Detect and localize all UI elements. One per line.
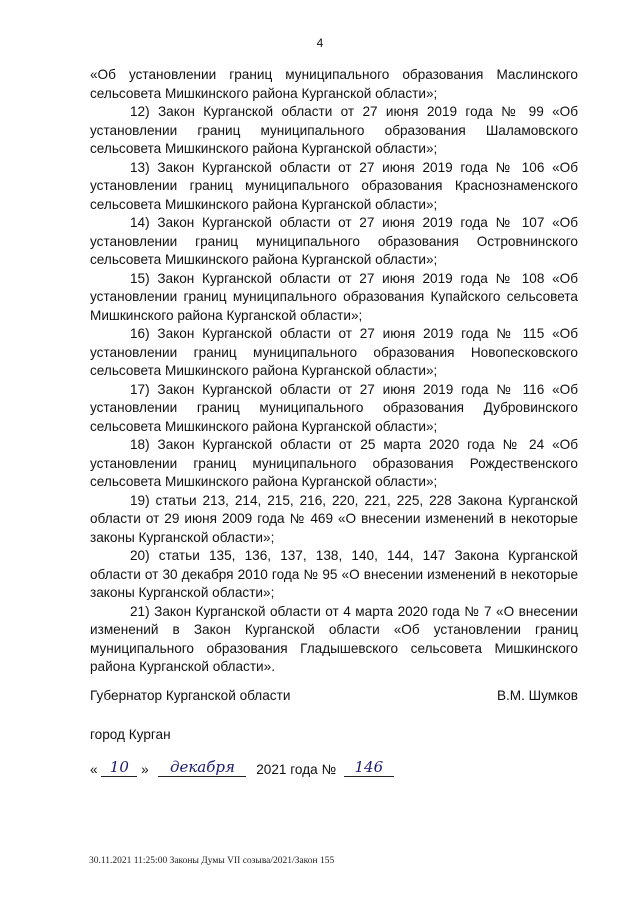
date-open-quote: «	[90, 762, 98, 777]
signature-block	[90, 688, 578, 708]
footer-filepath: 30.11.2021 11:25:00 Законы Думы VII созыва/2021/Закон 155	[89, 856, 335, 866]
document-body	[90, 66, 578, 677]
signatory-name: В.М. Шумков	[496, 688, 578, 703]
paragraph: 17) Закон Курганской области от 27 июня 2019 года № 116 «Об установлении границ муниципального образования Дубровинского сельсовета Мишкинского района Курганской области»;	[90, 381, 578, 434]
paragraph: 21) Закон Курганской области от 4 марта 2020 года № 7 «О внесении изменений в Закон Курганской области «Об установлении границ муниципального образования Гладышевского сельсовета Мишкинского района Курганской области».	[90, 603, 578, 674]
paragraph: 12) Закон Курганской области от 27 июня 2019 года № 99 «Об установлении границ муниципального образования Шаламовского сельсовета Мишкинского района Курганской области»;	[90, 104, 578, 156]
date-day-handwritten: 10	[101, 758, 137, 777]
date-close-quote: »	[141, 762, 149, 777]
paragraph: 15) Закон Курганской области от 27 июня 2019 года № 108 «Об установлении границ муниципального образования Купайского сельсовета Мишкинского района Курганской области»;	[90, 270, 578, 323]
date-month-handwritten: декабря	[158, 758, 246, 777]
page-number: 4	[316, 36, 324, 50]
paragraph: 16) Закон Курганской области от 27 июня 2019 года № 115 «Об установлении границ муниципального образования Новопесковского сельсовета Мишкинского района Курганской области»;	[90, 326, 578, 378]
date-line	[90, 758, 394, 782]
date-year-text: 2021 года №	[256, 762, 337, 777]
signatory-title: Губернатор Курганской области	[90, 688, 291, 703]
city-label: город Курган	[90, 727, 171, 742]
paragraph: 13) Закон Курганской области от 27 июня 2019 года № 106 «Об установлении границ муниципального образования Краснознаменского сельсовета Мишкинского района Курганской области»;	[90, 159, 578, 212]
law-number-handwritten: 146	[344, 758, 394, 777]
paragraph: 14) Закон Курганской области от 27 июня 2019 года № 107 «Об установлении границ муниципального образования Островнинского сельсовета Мишкинского района Курганской области»;	[90, 215, 578, 267]
paragraph: 19) статьи 213, 214, 215, 216, 220, 221, 225, 228 Закона Курганской области от 29 июня 2009 года № 469 «О внесении изменений в некоторые законы Курганской области»;	[90, 492, 578, 545]
paragraph: 18) Закон Курганской области от 25 марта 2020 года № 24 «Об установлении границ муниципального образования Рождественского сельсовета Мишкинского района Курганской области»;	[90, 437, 578, 489]
paragraph: 20) статьи 135, 136, 137, 138, 140, 144, 147 Закона Курганской области от 30 декабря 2010 года № 95 «О внесении изменений в некоторые законы Курганской области»;	[90, 548, 578, 600]
paragraph: «Об установлении границ муниципального образования Маслинского сельсовета Мишкинского района Курганской области»;	[90, 67, 578, 101]
